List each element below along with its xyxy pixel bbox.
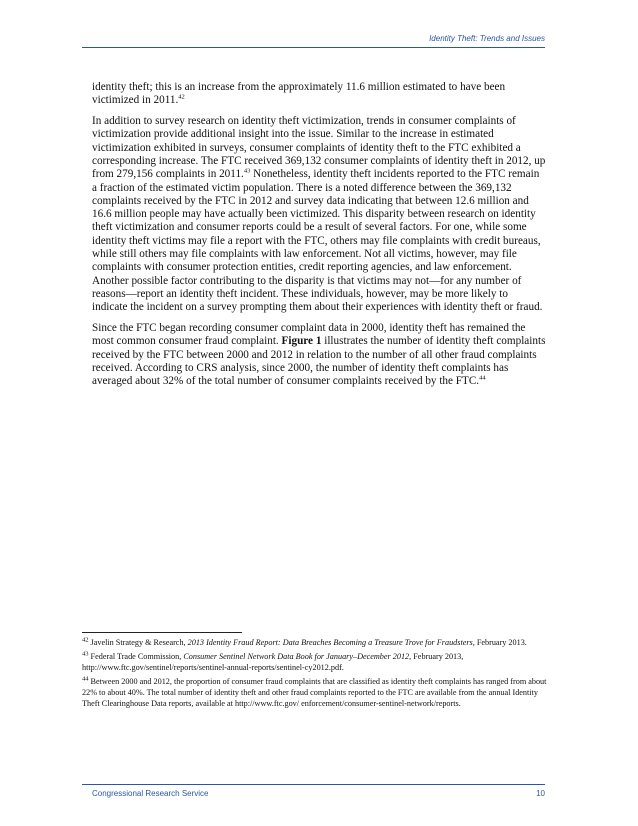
paragraph-3 (92, 322, 546, 388)
footnotes (82, 637, 548, 712)
footnote-divider (82, 632, 242, 633)
footnote-text: Federal Trade Commission, (88, 652, 184, 661)
paragraph-2 (92, 115, 546, 314)
footnote-number: 43 (82, 650, 89, 658)
footnote-42 (82, 637, 548, 648)
footnote-ref-43[interactable]: 43 (243, 167, 251, 175)
paragraph-2-text-b: Nonetheless, identity theft incidents reported to the FTC remain a fraction of the estimated victim population. There is a noted difference between the 369,132 complaints received by the FTC in 2012 and survey data indicating that between 12.6 million and 16.6 million people may have actually been victimized. This disparity between research on identity theft victimization and consumer reports could be a result of several factors. For one, while some identity theft victims may file a report with the FTC, others may file complaints with credit bureaus, while still others may file complaints with law enforcement. Not all victims, however, may file complaints with consumer protection entities, credit reporting agencies, and law enforcement. Another possible factor contributing to the disparity is that victims may not—for any number of reasons—report an identity theft incident. These individuals, however, may be more likely to indicate the incident on a survey prompting them about their experiences with identity theft or fraud. (92, 168, 543, 314)
footnote-number: 42 (82, 636, 89, 644)
paragraph-2-text-a: In addition to survey research on identity theft victimization, trends in consumer complaints of victimization provide additional insight into the issue. Similar to the increase in estimated victimization exhibited in surveys, consumer complaints of identity theft to the FTC exhibited a corresponding increase. The FTC received 369,132 consumer complaints of identity theft in 2012, up from 279,156 complaints in 2011. (92, 115, 546, 181)
footnote-ref-42[interactable]: 42 (178, 93, 185, 101)
paragraph-3-text-b: illustrates the number of identity theft complaints received by the FTC between 2000 and 2012 in relation to the number of all other fraud complaints received. According to CRS analysis, since 2000, the number of identity theft complaints has averaged about 32% of the total number of consumer complaints received by the FTC. (92, 335, 546, 388)
paragraph-3-text-a: Since the FTC began recording consumer complaint data in 2000, identity theft has remained the most common consumer fraud complaint. (92, 322, 526, 348)
footer-divider (82, 784, 545, 785)
footnote-44 (82, 676, 548, 709)
running-header: Identity Theft: Trends and Issues (429, 34, 545, 43)
footnote-text: Javelin Strategy & Research, (88, 638, 188, 647)
footnote-title: Consumer Sentinel Network Data Book for January–December 2012 (183, 652, 410, 661)
footnote-number: 44 (82, 675, 89, 683)
footnote-title: 2013 Identity Fraud Report: Data Breaches Becoming a Treasure Trove for Fraudsters (187, 638, 473, 647)
footnote-text: , February 2013. (472, 638, 527, 647)
footnote-ref-44[interactable]: 44 (479, 374, 486, 382)
page-number: 10 (536, 789, 545, 798)
footnote-text: , February 2013, http://www.ftc.gov/sentinel/reports/sentinel-annual-reports/sentinel-cy2012.pdf. (82, 652, 464, 672)
header-divider (82, 47, 545, 48)
paragraph-1 (92, 81, 546, 108)
footnote-text: Between 2000 and 2012, the proportion of consumer fraud complaints that are classified as identity theft complaints has ranged from about 22% to about 40%. The total number of identity theft and other fraud complaints reported to the FTC are available from the annual Identity Theft Clearinghouse Data reports, available at http://www.ftc.gov/ enforcement/consumer-sentinel-network/reports. (82, 677, 547, 708)
figure-reference[interactable]: Figure 1 (281, 335, 322, 348)
footer-source: Congressional Research Service (92, 789, 209, 798)
paragraph-1-text: identity theft; this is an increase from the approximately 11.6 million estimated to have been victimized in 2011. (92, 81, 506, 107)
body-text (92, 81, 546, 396)
footnote-43 (82, 651, 548, 673)
